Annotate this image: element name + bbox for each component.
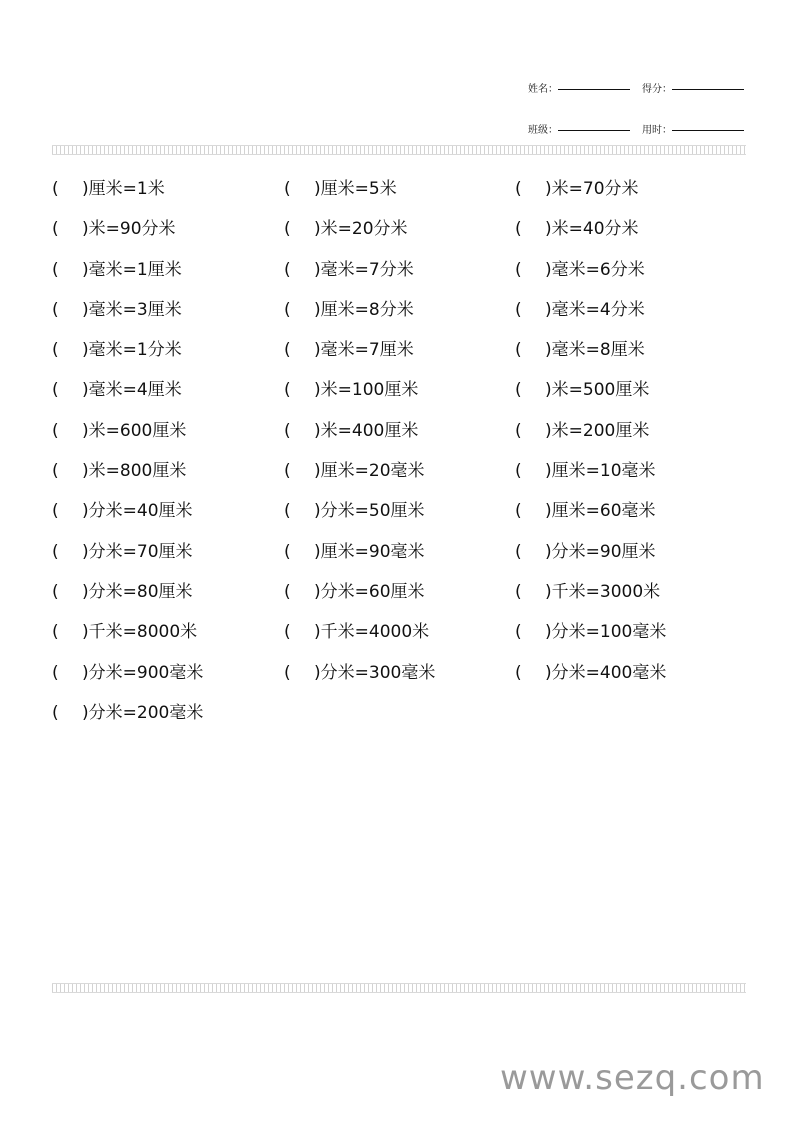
score-label: 得分： [642, 84, 672, 95]
answer-blank[interactable]: ( [52, 461, 59, 482]
problem-expression: )分米=300毫米 [314, 662, 436, 683]
problem-expression: )米=90分米 [82, 219, 176, 240]
problem-expression: )毫米=7厘米 [314, 340, 414, 361]
answer-blank[interactable]: ( [52, 581, 59, 602]
time-field[interactable] [672, 130, 744, 131]
answer-blank[interactable]: ( [284, 299, 291, 320]
problem-item [284, 174, 397, 204]
problem-item [284, 496, 425, 526]
problem-item [284, 255, 414, 285]
problem-expression: )分米=80厘米 [82, 581, 193, 602]
answer-blank[interactable]: ( [52, 420, 59, 441]
problem-item [515, 255, 645, 285]
problem-expression: )厘米=90毫米 [314, 541, 425, 562]
problem-item [515, 456, 656, 486]
problem-expression: )米=800厘米 [82, 461, 187, 482]
problem-expression: )分米=200毫米 [82, 702, 204, 723]
answer-blank[interactable]: ( [52, 340, 59, 361]
answer-blank[interactable]: ( [52, 541, 59, 562]
problem-expression: )毫米=8厘米 [545, 340, 645, 361]
problem-expression: )厘米=1米 [82, 179, 165, 199]
problem-expression: )分米=90厘米 [545, 541, 656, 562]
answer-blank[interactable]: ( [515, 541, 522, 562]
answer-blank[interactable]: ( [284, 179, 291, 199]
problem-row [52, 295, 752, 335]
problem-expression: )米=200厘米 [545, 420, 650, 441]
problem-expression: )分米=400毫米 [545, 662, 667, 683]
class-field[interactable] [558, 130, 630, 131]
class-label: 班级： [528, 125, 558, 136]
problem-expression: )毫米=6分米 [545, 259, 645, 280]
problem-expression: )千米=4000米 [314, 622, 430, 643]
name-label: 姓名： [528, 84, 558, 95]
problem-expression: )厘米=60毫米 [545, 501, 656, 522]
answer-blank[interactable]: ( [515, 501, 522, 522]
problem-item [515, 537, 656, 567]
problem-item [515, 658, 666, 688]
problem-item [52, 214, 176, 244]
problem-item [52, 496, 193, 526]
problem-item [52, 577, 193, 607]
problem-expression: )米=100厘米 [314, 380, 419, 401]
answer-blank[interactable]: ( [52, 259, 59, 280]
answer-blank[interactable]: ( [52, 622, 59, 643]
answer-blank[interactable]: ( [515, 340, 522, 361]
answer-blank[interactable]: ( [284, 622, 291, 643]
problem-item [52, 617, 197, 647]
problem-item [284, 416, 418, 446]
problem-expression: )毫米=7分米 [314, 259, 414, 280]
problem-expression: )分米=60厘米 [314, 581, 425, 602]
problem-row [52, 698, 752, 738]
problem-row [52, 577, 752, 617]
problem-item [515, 214, 639, 244]
problem-expression: )千米=3000米 [545, 581, 661, 602]
problem-item [284, 537, 425, 567]
answer-blank[interactable]: ( [52, 219, 59, 240]
problem-item [52, 658, 203, 688]
problem-expression: )米=600厘米 [82, 420, 187, 441]
problem-item [515, 174, 639, 204]
problem-item [284, 617, 429, 647]
answer-blank[interactable]: ( [515, 380, 522, 401]
decorative-border-top [52, 145, 746, 155]
answer-blank[interactable]: ( [515, 662, 522, 683]
problem-item [284, 335, 414, 365]
answer-blank[interactable]: ( [52, 702, 59, 723]
problem-item [52, 416, 186, 446]
problem-expression: )毫米=3厘米 [82, 299, 182, 320]
problem-row [52, 416, 752, 456]
problem-expression: )米=20分米 [314, 219, 408, 240]
problem-item [284, 214, 408, 244]
watermark: www.sezq.com [500, 1058, 765, 1098]
problem-expression: )分米=40厘米 [82, 501, 193, 522]
problem-expression: )米=40分米 [545, 219, 639, 240]
problem-expression: )分米=50厘米 [314, 501, 425, 522]
problem-grid [52, 174, 752, 738]
problem-item [52, 295, 182, 325]
problem-item [52, 375, 182, 405]
answer-blank[interactable]: ( [515, 461, 522, 482]
answer-blank[interactable]: ( [52, 380, 59, 401]
problem-item [52, 698, 203, 728]
problem-item [284, 658, 435, 688]
answer-blank[interactable]: ( [52, 299, 59, 320]
problem-item [52, 335, 182, 365]
problem-item [284, 375, 418, 405]
problem-item [515, 375, 649, 405]
answer-blank[interactable]: ( [284, 420, 291, 441]
problem-expression: )毫米=1厘米 [82, 259, 182, 280]
problem-expression: )厘米=20毫米 [314, 461, 425, 482]
problem-row [52, 496, 752, 536]
problem-expression: )米=500厘米 [545, 380, 650, 401]
answer-blank[interactable]: ( [52, 501, 59, 522]
problem-item [515, 617, 666, 647]
problem-item [284, 577, 425, 607]
problem-row [52, 617, 752, 657]
answer-blank[interactable]: ( [284, 219, 291, 240]
answer-blank[interactable]: ( [515, 622, 522, 643]
problem-row [52, 375, 752, 415]
time-label: 用时： [642, 125, 672, 136]
answer-blank[interactable]: ( [515, 179, 522, 199]
decorative-border-bottom [52, 983, 746, 993]
answer-blank[interactable]: ( [284, 380, 291, 401]
answer-blank[interactable]: ( [52, 179, 59, 199]
problem-expression: )分米=70厘米 [82, 541, 193, 562]
problem-item [52, 174, 165, 204]
answer-blank[interactable]: ( [515, 581, 522, 602]
answer-blank[interactable]: ( [515, 219, 522, 240]
problem-item [52, 537, 193, 567]
problem-row [52, 174, 752, 214]
problem-item [515, 496, 656, 526]
problem-row [52, 214, 752, 254]
problem-item [515, 335, 645, 365]
answer-blank[interactable]: ( [284, 259, 291, 280]
score-field[interactable] [672, 89, 744, 90]
problem-expression: )米=70分米 [545, 179, 639, 199]
answer-blank[interactable]: ( [515, 420, 522, 441]
problem-expression: )厘米=10毫米 [545, 461, 656, 482]
answer-blank[interactable]: ( [284, 662, 291, 683]
answer-blank[interactable]: ( [284, 581, 291, 602]
problem-row [52, 537, 752, 577]
problem-item [52, 456, 186, 486]
name-field[interactable] [558, 89, 630, 90]
problem-item [52, 255, 182, 285]
problem-expression: )分米=900毫米 [82, 662, 204, 683]
problem-item [284, 295, 414, 325]
answer-blank[interactable]: ( [284, 541, 291, 562]
problem-expression: )分米=100毫米 [545, 622, 667, 643]
problem-row [52, 658, 752, 698]
problem-item [515, 295, 645, 325]
answer-blank[interactable]: ( [515, 259, 522, 280]
answer-blank[interactable]: ( [515, 299, 522, 320]
problem-item [515, 577, 660, 607]
answer-blank[interactable]: ( [284, 340, 291, 361]
answer-blank[interactable]: ( [284, 501, 291, 522]
answer-blank[interactable]: ( [284, 461, 291, 482]
problem-row [52, 335, 752, 375]
problem-expression: )厘米=8分米 [314, 299, 414, 320]
problem-item [515, 416, 649, 446]
problem-expression: )毫米=4厘米 [82, 380, 182, 401]
problem-expression: )米=400厘米 [314, 420, 419, 441]
problem-row [52, 456, 752, 496]
problem-expression: )毫米=4分米 [545, 299, 645, 320]
problem-expression: )千米=8000米 [82, 622, 198, 643]
answer-blank[interactable]: ( [52, 662, 59, 683]
problem-expression: )毫米=1分米 [82, 340, 182, 361]
problem-item [284, 456, 425, 486]
problem-expression: )厘米=5米 [314, 179, 397, 199]
problem-row [52, 255, 752, 295]
